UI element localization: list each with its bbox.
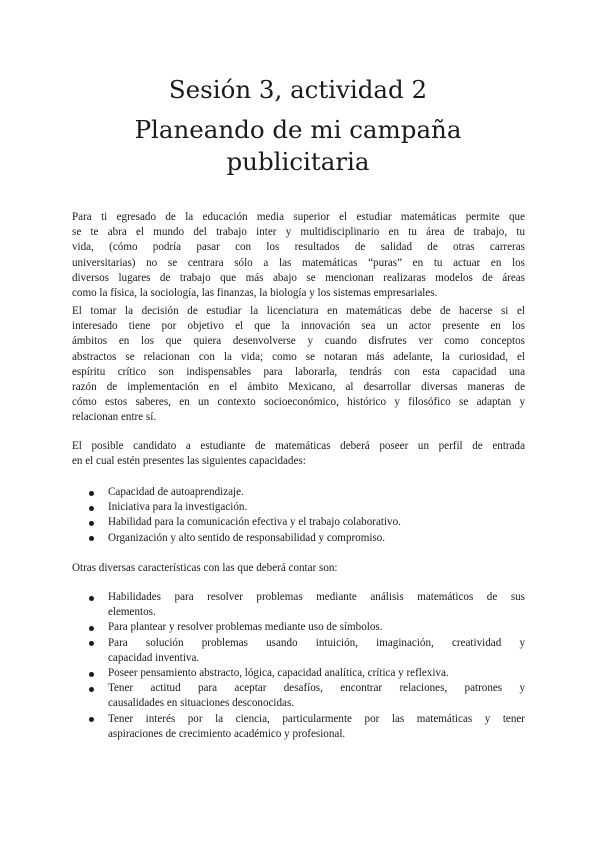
page-title-line-1: Sesión 3, actividad 2	[168, 75, 428, 104]
list-item: Para plantear y resolver problemas mediante uso de símbolos.	[72, 620, 525, 635]
list-item: Iniciativa para la investigación.	[72, 500, 525, 515]
bullet-icon	[89, 626, 94, 631]
list-item: Habilidad para la comunicación efectiva y el trabajo colaborativo.	[72, 515, 525, 530]
list-item: Capacidad de autoaprendizaje.	[72, 485, 525, 500]
paragraph-1	[72, 210, 525, 301]
list-item: Poseer pensamiento abstracto, lógica, capacidad analítica, crítica y reflexiva.	[72, 666, 525, 681]
characteristics-list	[72, 590, 525, 742]
bullet-icon	[89, 536, 94, 541]
list-item: Habilidades para resolver problemas mediante análisis matemáticos de sus elementos.	[72, 590, 525, 620]
paragraph-2	[72, 304, 525, 426]
page-title-line-2: Planeando de mi campaña	[134, 115, 462, 144]
paragraph-4	[72, 561, 525, 576]
bullet-icon	[89, 717, 94, 722]
paragraph-line: interesado tiene por objetivo el que la innovación sea un actor presente en los	[72, 320, 525, 333]
paragraph-line: Otras diversas características con las que deberá contar son:	[72, 562, 338, 574]
bullet-icon	[89, 521, 94, 526]
paragraph-line: El posible candidato a estudiante de matemáticas deberá poseer un perfil de entrada	[72, 440, 525, 452]
bullet-icon	[89, 687, 94, 692]
capacities-list	[72, 485, 525, 546]
paragraph-line: Para ti egresado de la educación media superior el estudiar matemáticas permite que	[72, 211, 525, 223]
paragraph-line: razón de implementación en el ámbito Mexicano, al desarrollar diversas maneras de	[72, 381, 525, 394]
bullet-icon	[89, 672, 94, 677]
paragraph-line: vida, (cómo podría pasar con los resultados de salidad de otras carreras	[72, 241, 525, 254]
bullet-icon	[89, 596, 94, 601]
paragraph-line: en el cual estén presentes las siguientes capacidades:	[72, 455, 306, 468]
paragraph-line: como la física, la sociología, las finanzas, la biología y los sistemas empresariales.	[72, 287, 438, 300]
bullet-icon	[89, 506, 94, 511]
paragraph-line: abstractos se relacionan con la vida; como se notaran más adelante, la curiosidad, el	[72, 350, 525, 363]
paragraph-line: cómo estos saberes, en un contexto socioeconómico, histórico y filosófico se adaptan y	[72, 396, 525, 409]
paragraph-line: se te abra el mundo del trabajo inter y multidisciplinario en tu área de trabajo, tu	[72, 226, 525, 239]
list-item: Tener interés por la ciencia, particularmente por las matemáticas y tener aspiraciones de crecimiento académico y profesional.	[72, 712, 525, 742]
paragraph-line: El tomar la decisión de estudiar la licenciatura en matemáticas debe de hacerse si el	[72, 305, 525, 317]
paragraph-line: espíritu crítico son indispensables para laborarla, tendrás con esta capacidad una	[72, 365, 525, 378]
list-item: Tener actitud para aceptar desafíos, encontrar relaciones, patrones y causalidades en situaciones desconocidas.	[72, 681, 525, 711]
list-item: Organización y alto sentido de responsabilidad y compromiso.	[72, 531, 525, 546]
paragraph-line: universitarias) no se centrara sólo a las matemáticas “puras” en tu actuar en los	[72, 256, 525, 269]
bullet-icon	[89, 641, 94, 646]
page-title-line-3: publicitaria	[226, 147, 370, 176]
paragraph-line: relacionan entre sí.	[72, 411, 157, 424]
list-item: Para solución problemas usando intuición, imaginación, creatividad y capacidad inventiva.	[72, 636, 525, 666]
paragraph-line: ámbitos en los que quiera desenvolverse y cuando disfrutes ver como conceptos	[72, 335, 525, 348]
bullet-icon	[89, 491, 94, 496]
paragraph-line: diversos lugares de trabajo que más abajo se mencionan realizaras modelos de áreas	[72, 271, 525, 284]
paragraph-3	[72, 439, 525, 469]
